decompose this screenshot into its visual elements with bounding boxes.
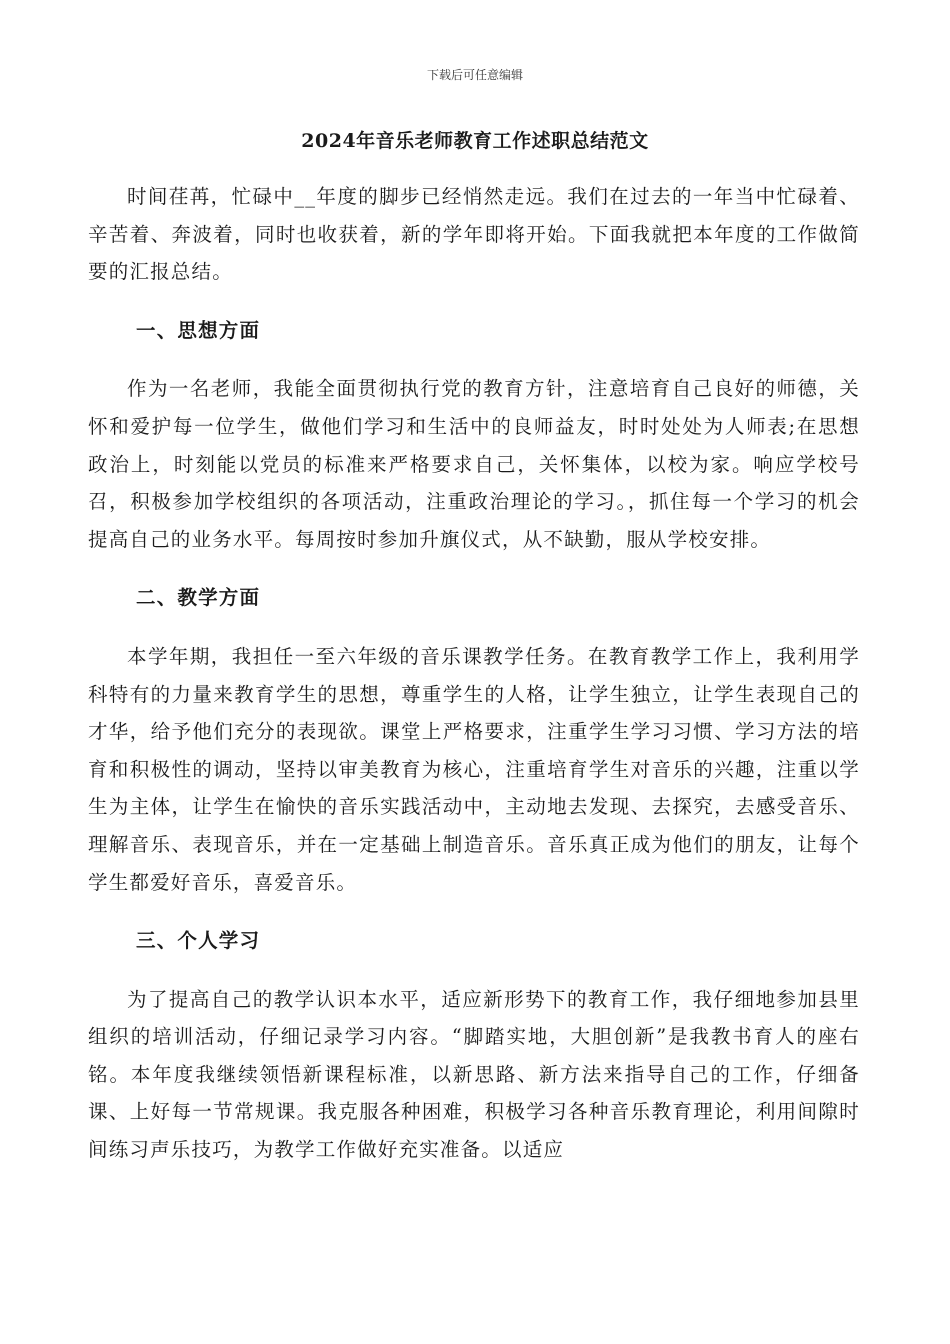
document-title: 2024年音乐老师教育工作述职总结范文 [301, 130, 649, 152]
section-body-thought: 作为一名老师，我能全面贯彻执行党的教育方针，注意培育自己良好的师德，关怀和爱护每一位学生，做他们学习和生活中的良师益友，时时处处为人师表;在思想政治上，时刻能以党员的标准来严格要求自己，关怀集体，以校为家。响应学校号召，积极参加学校组织的各项活动，注重政治理论的学习。，抓住每一个学习的机会提高自己的业务水平。每周按时参加升旗仪式，从不缺勤，服从学校安排。 [88, 377, 860, 551]
section-heading-study: 三、个人学习 [136, 929, 261, 953]
section-heading-thought: 一、思想方面 [136, 318, 261, 342]
section-body-teaching: 本学年期，我担任一至六年级的音乐课教学任务。在教育教学工作上，我利用学科特有的力量来教育学生的思想，尊重学生的人格，让学生独立，让学生表现自己的才华，给予他们充分的表现欲。课堂上严格要求，注重学生学习习惯、学习方法的培育和积极性的调动，坚持以审美教育为核心，注重培育学生对音乐的兴趣，注重以学生为主体，让学生在愉快的音乐实践活动中，主动地去发现、去探究，去感受音乐、理解音乐、表现音乐，并在一定基础上制造音乐。音乐真正成为他们的朋友，让每个学生都爱好音乐，喜爱音乐。 [88, 644, 860, 894]
header-note: 下载后可任意编辑 [426, 68, 523, 82]
document-body [88, 178, 860, 1169]
intro-paragraph: 时间荏苒，忙碌中__年度的脚步已经悄然走远。我们在过去的一年当中忙碌着、辛苦着、奔波着，同时也收获着，新的学年即将开始。下面我就把本年度的工作做简要的汇报总结。 [88, 185, 860, 284]
section-body-study: 为了提高自己的教学认识本水平，适应新形势下的教育工作，我仔细地参加县里组织的培训活动，仔细记录学习内容。“脚踏实地，大胆创新”是我教书育人的座右铭。本年度我继续领悟新课程标准，以新思路、新方法来指导自己的工作，仔细备课、上好每一节常规课。我克服各种困难，积极学习各种音乐教育理论，利用间隙时间练习声乐技巧，为教学工作做好充实准备。以适应 [88, 987, 860, 1162]
section-heading-teaching: 二、教学方面 [136, 586, 261, 610]
